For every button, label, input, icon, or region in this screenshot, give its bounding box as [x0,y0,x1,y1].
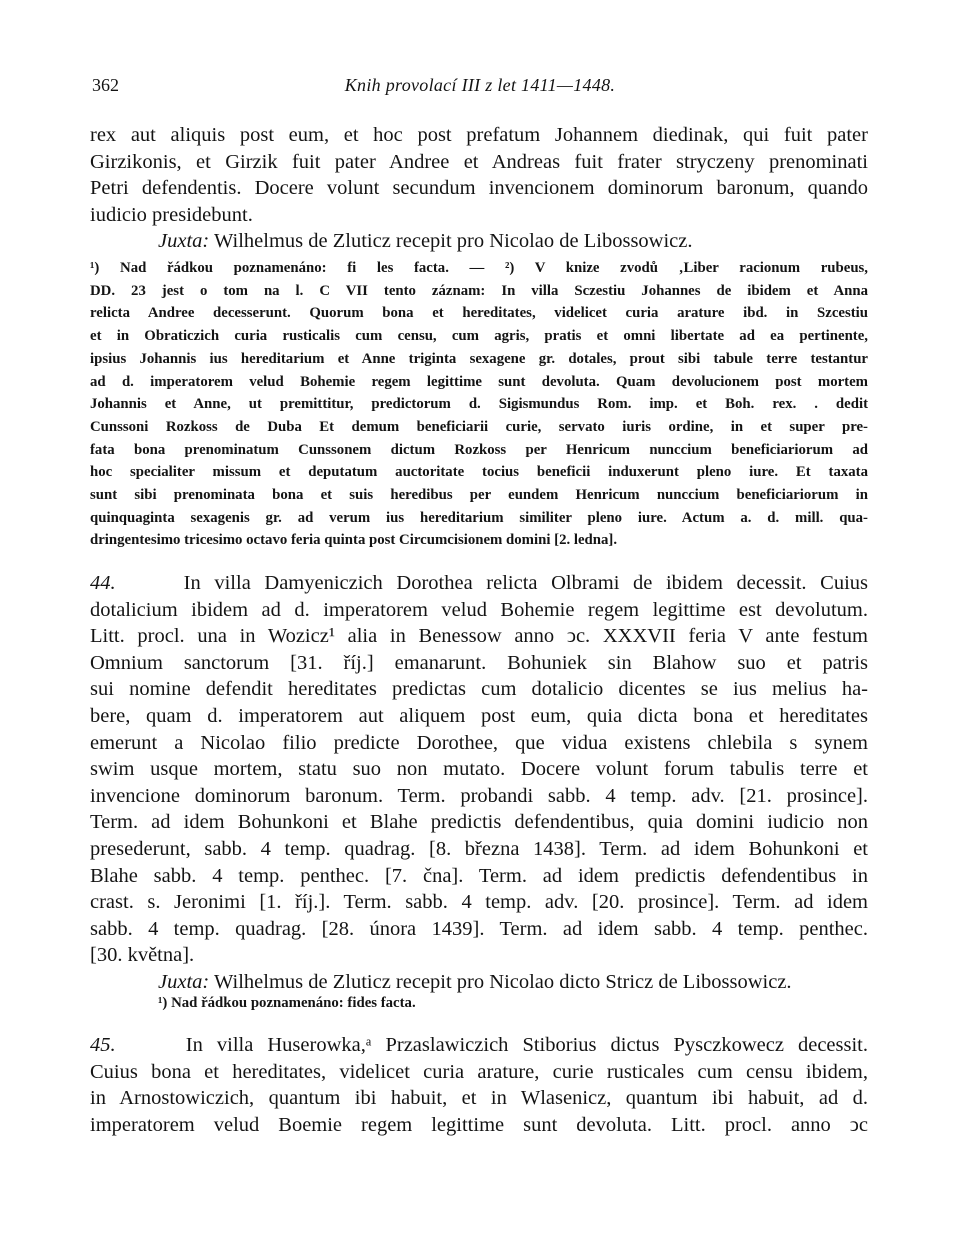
footnote-line: relicta Andree decesserunt. Quorum bona et hereditates, videlicet curia arature ibd. in Szcestiu [90,305,868,322]
text-line: invencione dominorum baronum. Term. probandi sabb. 4 temp. adv. [21. prosince]. [90,784,868,807]
footnotes [90,257,868,552]
text-line: Litt. procl. una in Wozicz¹ alia in Benessow anno ↄc. XXXVII feria V ante festum [90,625,868,648]
text-line [90,570,868,597]
footnote-line: hoc specialiter missum et deputatum auctoritate tocius beneficii induxerunt pleno iure. Et taxata [90,464,868,481]
text-line: iudicio presidebunt. [90,203,253,226]
text-line [90,1032,868,1059]
entry-44 [90,570,868,996]
footnote-line: fata bona prenominatum Cunssonem dictum Rozkoss per Henricum nunccium beneficiariorum ad [90,441,868,458]
footnote-line: Cunssoni Rozkoss de Duba Et demum beneficiarii curie, servato iuris ordine, in et super pre- [90,418,868,435]
text-line: sabb. 4 temp. quadrag. [28. února 1439]. Term. ad idem sabb. 4 temp. penthec. [90,917,868,940]
text-line: sui nomine defendit hereditates predictas cum dotalicio dicentes se ius melius ha- [90,678,868,701]
running-head [92,75,868,101]
text-line: bere, quam d. imperatorem aut aliquem post eum, quia dicta bona et hereditates [90,704,868,727]
text-line: Blahe sabb. 4 temp. penthec. [7. čna]. Term. ad idem predictis defendentibus in [90,864,868,887]
entry-45 [90,1032,868,1138]
footnote-line: Johannis et Anne, ut premittitur, predictorum d. Sigismundus Rom. imp. et Boh. rex. . dedit [90,396,868,413]
text-line: Cuius bona et hereditates, videlicet curia arature, curie rusticales cum censu ibidem, [90,1060,868,1083]
footnote-line: sunt sibi prenominata bona et suis heredibus per eundem Henricum nunccium beneficiariorum in [90,487,868,504]
footnote-line: ¹) Nad řádkou poznamenáno: fides facta. [158,995,416,1011]
text-line: Girzikonis, et Girzik fuit pater Andree et Andreas fuit frater stryczeny prenominati [90,150,868,173]
page-number: 362 [92,75,119,95]
continued-entry [90,122,868,255]
juxta-text: Wilhelmus de Zluticz recepit pro Nicolao de Libossowicz. [214,230,693,253]
text-line: Term. ad idem Bohunkoni et Blahe predictis defendentibus, quia domini iudicio non [90,811,868,834]
text-line: in Arnostowiczich, quantum ibi habuit, et in Wlasenicz, quantum ibi habuit, ad d. [90,1087,868,1110]
footnote-line: ipsius Johannis ius hereditarium et Anne triginta sexagene gr. dotales, prout sibi tabule terre testantur [90,350,868,367]
footnote-line: DD. 23 jest o tom na l. C VII tento záznam: In villa Sczestiu Johannes de ibidem et Anna [90,282,868,299]
footnote-line: ad d. imperatorem velud Bohemie regem legittime sunt devoluta. Quam devolucionem post mortem [90,373,868,390]
entry-number: 44. [90,572,116,594]
entry-first-line: In villa Huserowka,ᵃ Przaslawiczich Stiborius dictus Pysczkowecz decessit. [185,1034,868,1056]
juxta-label: Juxta: [158,970,210,993]
text-line: [30. května]. [90,944,195,967]
juxta-text: Wilhelmus de Zluticz recepit pro Nicolao dicto Stricz de Libossowicz. [214,970,792,993]
text-line: emerunt a Nicolao filio predicte Dorothee, que vidua existens chlebila s synem [90,731,868,754]
text-line: dotalicium ibidem ad d. imperatorem velud Bohemie regem legittime est devolutum. [90,598,868,621]
entry-first-line: In villa Damyeniczich Dorothea relicta Olbrami de ibidem decessit. Cuius [183,572,868,594]
footnote-line: quinquaginta sexagenis gr. ad verum ius hereditarium similiter pleno iure. Actum a. d. mill. qua- [90,509,868,526]
footnote-line: ¹) Nad řádkou poznamenáno: fi les facta. — ²) V knize zvodů ‚Liber racionum rubeus, [90,260,868,276]
text-line: Omnium sanctorum [31. říj.] emanarunt. Bohuniek sin Blahow suo et patris [90,651,868,674]
text-line: imperatorem velud Boemie regem legittime sunt devoluta. Litt. procl. anno ↄc [90,1113,868,1136]
text-line: swim usque mortem, statu suo non mutato. Docere volunt forum tabulis terre et [90,758,868,781]
text-line: presederunt, sabb. 4 temp. quadrag. [8. března 1438]. Term. ad idem Bohunkoni et [90,837,868,860]
entry-number: 45. [90,1034,116,1056]
footnote-line: dringentesimo tricesimo octavo feria quinta post Circumcisionem domini [2. ledna]. [90,532,618,549]
footnote-44 [158,992,758,1015]
juxta-line [90,228,868,255]
text-line: rex aut aliquis post eum, et hoc post prefatum Johannem diedinak, qui fuit pater [90,124,868,146]
running-title: Knih provolací III z let 1411—1448. [344,75,616,95]
text-line: Petri defendentis. Docere volunt secundum invencionem dominorum baronum, quando [90,177,868,200]
text-line: crast. s. Jeronimi [1. říj.]. Term. sabb. 4 temp. adv. [20. prosince]. Term. ad idem [90,891,868,914]
juxta-label: Juxta: [158,230,210,253]
footnote-line: et in Obraticzich curia rusticalis cum censu, cum agris, pratis et omni libertate ad ea pertinente, [90,328,868,345]
